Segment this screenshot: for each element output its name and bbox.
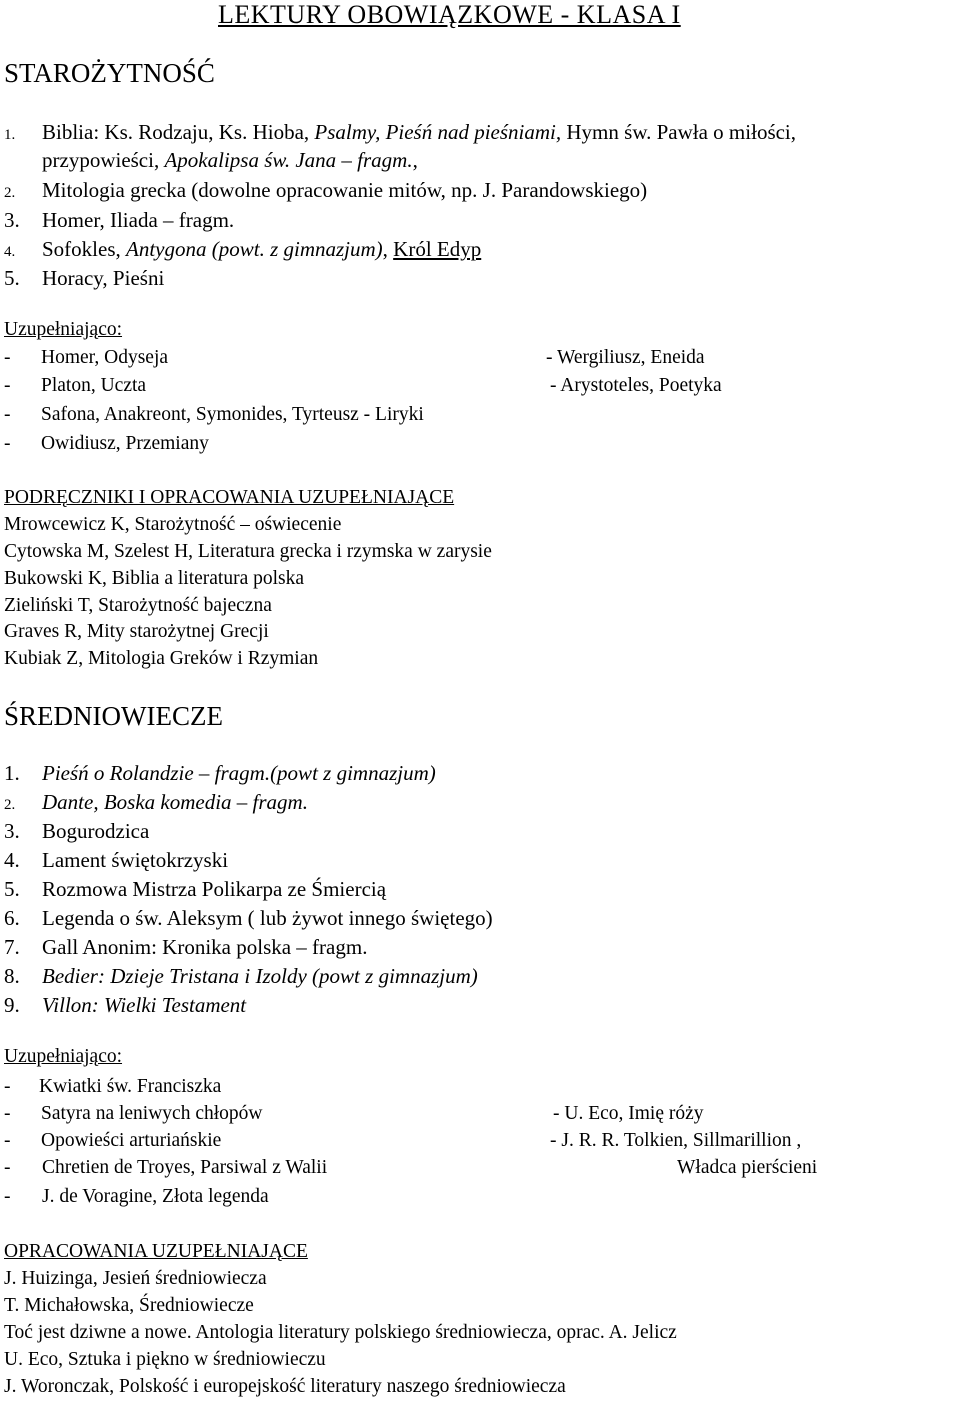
list-item: - U. Eco, Imię róży	[553, 1103, 704, 1124]
list-item: - Homer, Odyseja	[4, 347, 169, 368]
list-item: 6. Legenda o św. Aleksym ( lub żywot innego świętego)	[4, 906, 493, 930]
list-item: 7. Gall Anonim: Kronika polska – fragm.	[4, 935, 368, 959]
list-item: 8. Bedier: Dzieje Tristana i Izoldy (powt z gimnazjum)	[4, 964, 478, 988]
list-item: J. Huizinga, Jesień średniowiecza	[4, 1268, 267, 1289]
list-item: Władca pierścieni	[677, 1157, 818, 1178]
list-item: - Opowieści arturiańskie	[4, 1130, 222, 1151]
list-item: 3. Homer, Iliada – fragm.	[4, 208, 235, 232]
list-item: 2. Mitologia grecka (dowolne opracowanie mitów, np. J. Parandowskiego)	[4, 178, 648, 202]
section-heading-antiquity: STAROŻYTNOŚĆ	[4, 58, 215, 88]
studies-heading: OPRACOWANIA UZUPEŁNIAJĄCE	[4, 1241, 308, 1262]
list-item: 5. Rozmowa Mistrza Polikarpa ze Śmiercią	[4, 877, 387, 901]
list-item: - J. R. R. Tolkien, Sillmarillion ,	[550, 1130, 802, 1151]
list-item: 1. Pieśń o Rolandzie – fragm.(powt z gimnazjum)	[4, 761, 436, 785]
list-item: Toć jest dziwne a nowe. Antologia literatury polskiego średniowiecza, oprac. A. Jelicz	[4, 1322, 677, 1343]
supplementary-heading: Uzupełniająco:	[4, 1046, 123, 1067]
list-item: J. Woronczak, Polskość i europejskość literatury naszego średniowiecza	[4, 1376, 566, 1397]
list-item: - Kwiatki św. Franciszka	[4, 1076, 222, 1097]
list-item: U. Eco, Sztuka i piękno w średniowieczu	[4, 1349, 326, 1370]
list-item: 3. Bogurodzica	[4, 819, 150, 843]
list-item: - J. de Voragine, Złota legenda	[4, 1186, 269, 1207]
list-item: - Chretien de Troyes, Parsiwal z Walii	[4, 1157, 328, 1178]
list-item: - Platon, Uczta	[4, 375, 147, 396]
list-item: Mrowcewicz K, Starożytność – oświecenie	[4, 514, 342, 535]
list-item: Zieliński T, Starożytność bajeczna	[4, 595, 272, 616]
list-item: przypowieści, Apokalipsa św. Jana – fragm.,	[42, 148, 418, 172]
list-item: Cytowska M, Szelest H, Literatura grecka i rzymska w zarysie	[4, 541, 492, 562]
list-item: - Owidiusz, Przemiany	[4, 433, 209, 454]
list-item: 4. Sofokles, Antygona (powt. z gimnazjum), Król Edyp	[4, 237, 482, 261]
section-heading-middle-ages: ŚREDNIOWIECZE	[4, 701, 223, 731]
list-item: 5. Horacy, Pieśni	[4, 266, 165, 290]
list-item: 2. Dante, Boska komedia – fragm.	[4, 790, 308, 814]
textbooks-heading: PODRĘCZNIKI I OPRACOWANIA UZUPEŁNIAJĄCE	[4, 487, 455, 508]
list-item: - Satyra na leniwych chłopów	[4, 1103, 263, 1124]
list-item: Kubiak Z, Mitologia Greków i Rzymian	[4, 648, 319, 669]
page-title: LEKTURY OBOWIĄZKOWE - KLASA I	[218, 0, 681, 29]
list-item: - Safona, Anakreont, Symonides, Tyrteusz - Liryki	[4, 404, 424, 425]
list-item: 9. Villon: Wielki Testament	[4, 993, 247, 1017]
list-item: 4. Lament świętokrzyski	[4, 848, 229, 872]
list-item: Bukowski K, Biblia a literatura polska	[4, 568, 305, 589]
list-item: - Arystoteles, Poetyka	[550, 375, 722, 396]
list-item: Graves R, Mity starożytnej Grecji	[4, 621, 269, 642]
list-item: - Wergiliusz, Eneida	[546, 347, 705, 368]
supplementary-heading: Uzupełniająco:	[4, 319, 123, 340]
list-item: T. Michałowska, Średniowiecze	[4, 1295, 254, 1316]
list-item: 1. Biblia: Ks. Rodzaju, Ks. Hioba, Psalmy, Pieśń nad pieśniami, Hymn św. Pawła o miłości,	[4, 120, 797, 144]
